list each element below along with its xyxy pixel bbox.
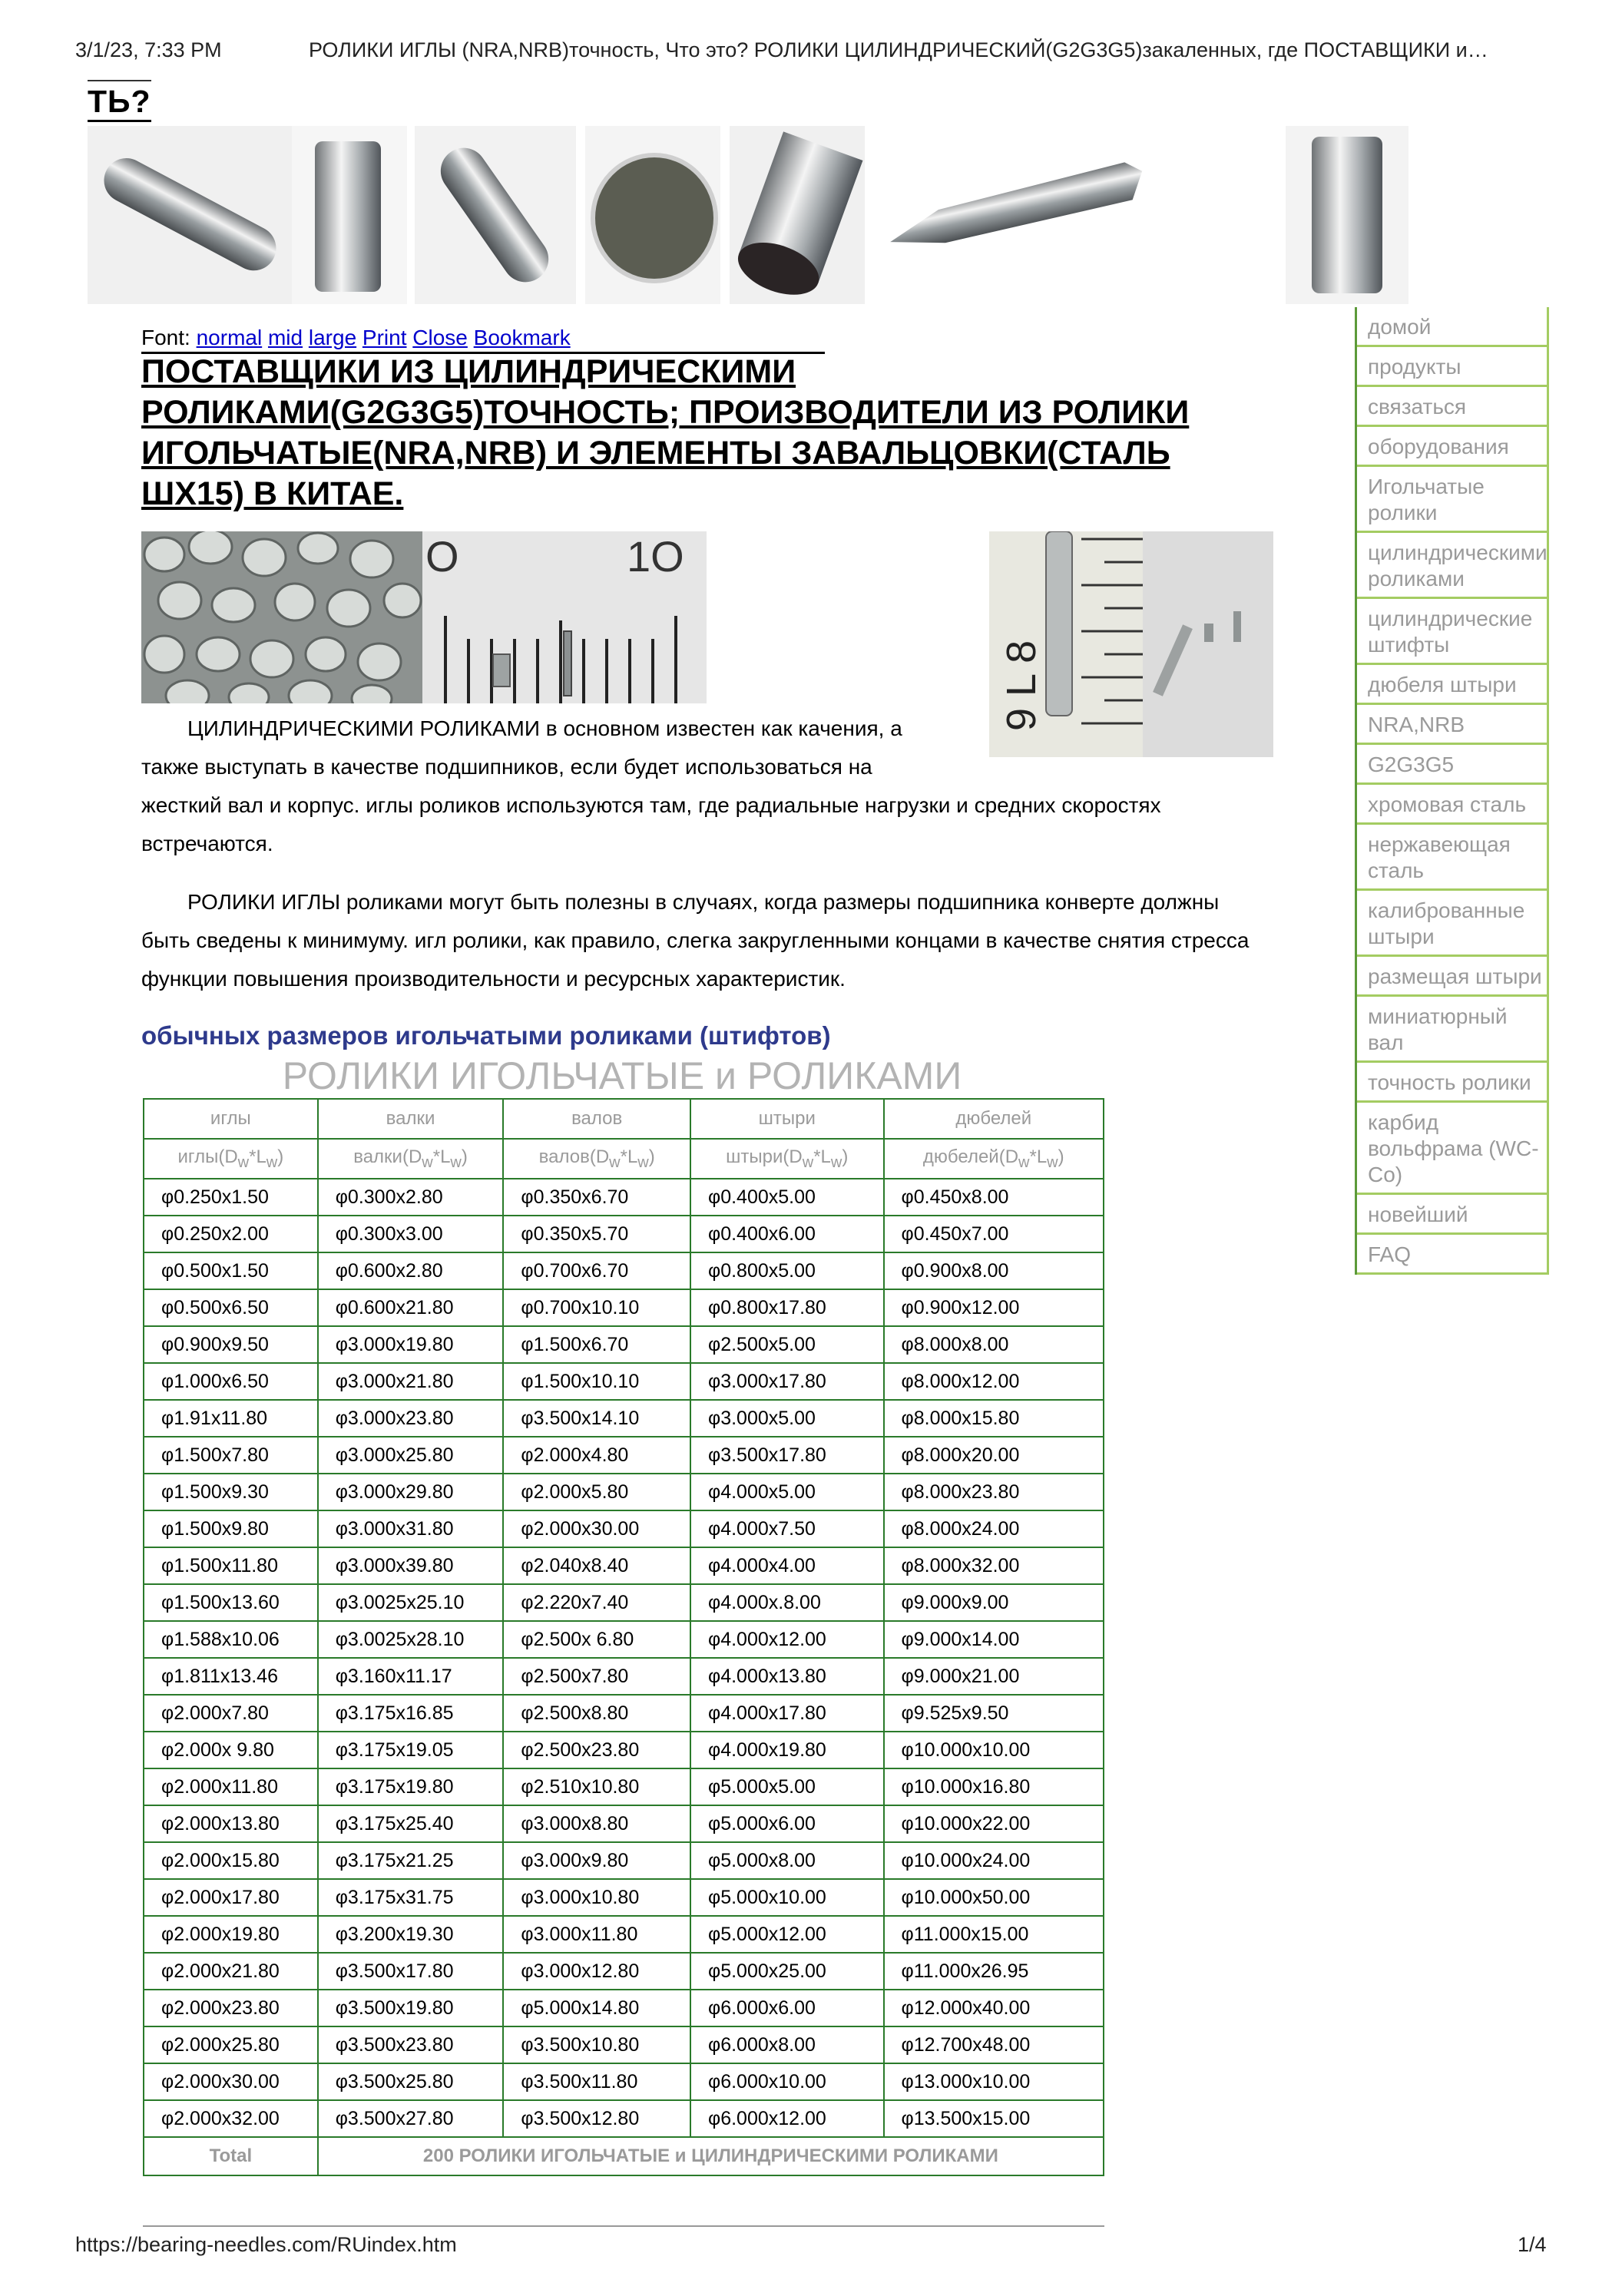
table-cell: φ2.220x7.40 bbox=[503, 1584, 690, 1621]
subheader-part: валки(D bbox=[353, 1146, 422, 1167]
table-row bbox=[144, 1842, 1104, 1879]
table-row bbox=[144, 1252, 1104, 1289]
page-title: ПОСТАВЩИКИ ИЗ ЦИЛИНДРИЧЕСКИМИ РОЛИКАМИ(G2G3G5)ТОЧНОСТЬ; ПРОИЗВОДИТЕЛИ ИЗ РОЛИКИ ИГОЛЬЧАТЫЕ(NRA,NRB) И ЭЛЕМЕНТЫ ЗАВАЛЬЦОВКИ(СТАЛЬ ШХ15) В КИТАЕ. bbox=[141, 353, 1190, 512]
table-cell: φ3.000x21.80 bbox=[318, 1363, 504, 1400]
table-cell: φ3.000x11.80 bbox=[503, 1916, 690, 1953]
table-cell: φ5.000x10.00 bbox=[690, 1879, 884, 1916]
column-header: валов bbox=[503, 1099, 690, 1139]
table-cell: φ0.250x2.00 bbox=[144, 1216, 318, 1252]
banner-image bbox=[88, 126, 1413, 304]
subheader-part: *L bbox=[620, 1146, 638, 1167]
table-cell: φ1.000x6.50 bbox=[144, 1363, 318, 1400]
subheader-part: w bbox=[422, 1153, 433, 1171]
print-footer-page: 1/4 bbox=[1518, 2233, 1547, 2256]
font-bar-label: Font: bbox=[141, 326, 190, 349]
table-cell: φ2.040x8.40 bbox=[503, 1547, 690, 1584]
intro-paragraph-2 bbox=[141, 883, 1270, 998]
table-cell: φ12.700x48.00 bbox=[884, 2026, 1104, 2063]
table-cell: φ3.000x17.80 bbox=[690, 1363, 884, 1400]
table-row bbox=[144, 1510, 1104, 1547]
table-cell: φ0.900x8.00 bbox=[884, 1252, 1104, 1289]
side-nav-item[interactable]: G2G3G5 bbox=[1357, 745, 1549, 785]
table-cell: φ5.000x6.00 bbox=[690, 1805, 884, 1842]
total-value: 200 РОЛИКИ ИГОЛЬЧАТЫЕ и ЦИЛИНДРИЧЕСКИМИ РОЛИКАМИ bbox=[318, 2137, 1104, 2175]
subheader-part: w bbox=[450, 1153, 462, 1171]
table-cell: φ1.500x9.80 bbox=[144, 1510, 318, 1547]
table-cell: φ2.000x5.80 bbox=[503, 1474, 690, 1510]
table-row bbox=[144, 1474, 1104, 1510]
table-cell: φ2.000x30.00 bbox=[144, 2063, 318, 2100]
subheader-part: w bbox=[609, 1153, 621, 1171]
side-nav-item[interactable]: оборудования bbox=[1357, 427, 1549, 467]
sizes-table bbox=[143, 1098, 1104, 2176]
table-cell: φ3.175x21.25 bbox=[318, 1842, 504, 1879]
table-cell: φ4.000x5.00 bbox=[690, 1474, 884, 1510]
subheader-part: *L bbox=[1029, 1146, 1048, 1167]
table-cell: φ2.000x13.80 bbox=[144, 1805, 318, 1842]
table-cell: φ3.000x5.00 bbox=[690, 1400, 884, 1437]
side-nav-item[interactable]: нержавеющая сталь bbox=[1357, 825, 1549, 891]
table-cell: φ0.450x7.00 bbox=[884, 1216, 1104, 1252]
subheader-part: w bbox=[802, 1153, 814, 1171]
table-cell: φ10.000x10.00 bbox=[884, 1732, 1104, 1768]
table-cell: φ0.800x5.00 bbox=[690, 1252, 884, 1289]
table-cell: φ10.000x24.00 bbox=[884, 1842, 1104, 1879]
column-subheader bbox=[503, 1139, 690, 1179]
side-nav-item[interactable]: продукты bbox=[1357, 347, 1549, 387]
side-nav-item[interactable]: хромовая сталь bbox=[1357, 785, 1549, 825]
table-cell: φ2.000x7.80 bbox=[144, 1695, 318, 1732]
table-cell: φ8.000x8.00 bbox=[884, 1326, 1104, 1363]
cylinder-roller-image bbox=[315, 141, 381, 292]
table-cell: φ13.500x15.00 bbox=[884, 2100, 1104, 2137]
table-cell: φ3.000x12.80 bbox=[503, 1953, 690, 1990]
table-cell: φ3.000x31.80 bbox=[318, 1510, 504, 1547]
table-row bbox=[144, 1805, 1104, 1842]
table-cell: φ12.000x40.00 bbox=[884, 1990, 1104, 2026]
table-row bbox=[144, 1179, 1104, 1216]
table-cell: φ0.450x8.00 bbox=[884, 1179, 1104, 1216]
subheader-part: ) bbox=[1058, 1146, 1064, 1167]
table-cell: φ2.000x17.80 bbox=[144, 1879, 318, 1916]
table-cell: φ0.300x3.00 bbox=[318, 1216, 504, 1252]
table-cell: φ1.811x13.46 bbox=[144, 1658, 318, 1695]
table-cell: φ2.500x8.80 bbox=[503, 1695, 690, 1732]
pins-tape-photo bbox=[989, 531, 1273, 757]
table-cell: φ5.000x8.00 bbox=[690, 1842, 884, 1879]
table-total-row bbox=[144, 2137, 1104, 2175]
side-nav-item[interactable]: новейший bbox=[1357, 1195, 1549, 1235]
table-cell: φ6.000x12.00 bbox=[690, 2100, 884, 2137]
sizes-subheading: обычных размеров игольчатыми роликами (штифтов) bbox=[141, 1021, 831, 1050]
table-cell: φ9.000x9.00 bbox=[884, 1584, 1104, 1621]
table-cell: φ0.700x6.70 bbox=[503, 1252, 690, 1289]
tape-digits: 9 L 8 bbox=[998, 640, 1044, 731]
intro-paragraph-1 bbox=[141, 710, 955, 786]
table-cell: φ10.000x22.00 bbox=[884, 1805, 1104, 1842]
font-large-link[interactable]: large bbox=[308, 326, 357, 349]
table-cell: φ6.000x8.00 bbox=[690, 2026, 884, 2063]
table-cell: φ2.000x23.80 bbox=[144, 1990, 318, 2026]
subheader-part: *L bbox=[249, 1146, 266, 1167]
side-nav-item[interactable]: калиброванные штыри bbox=[1357, 891, 1549, 957]
column-header: штыри bbox=[690, 1099, 884, 1139]
table-cell: φ2.500x23.80 bbox=[503, 1732, 690, 1768]
table-row bbox=[144, 2063, 1104, 2100]
table-cell: φ3.500x17.80 bbox=[690, 1437, 884, 1474]
table-cell: φ3.000x19.80 bbox=[318, 1326, 504, 1363]
side-nav-item[interactable]: цилиндрические штифты bbox=[1357, 599, 1549, 665]
subheader-part: w bbox=[830, 1153, 842, 1171]
column-subheader bbox=[318, 1139, 504, 1179]
subheader-part: валов(D bbox=[538, 1146, 610, 1167]
column-subheader bbox=[884, 1139, 1104, 1179]
bookmark-link[interactable]: Bookmark bbox=[473, 326, 571, 349]
side-nav-item[interactable]: FAQ bbox=[1357, 1235, 1549, 1275]
sizes-table-heading: РОЛИКИ ИГОЛЬЧАТЫЕ и РОЛИКАМИ bbox=[282, 1054, 962, 1097]
table-cell: φ3.500x23.80 bbox=[318, 2026, 504, 2063]
table-cell: φ2.000x32.00 bbox=[144, 2100, 318, 2137]
table-cell: φ3.500x11.80 bbox=[503, 2063, 690, 2100]
table-cell: φ8.000x23.80 bbox=[884, 1474, 1104, 1510]
table-cell: φ3.500x25.80 bbox=[318, 2063, 504, 2100]
table-cell: φ6.000x6.00 bbox=[690, 1990, 884, 2026]
side-nav-item[interactable]: NRA,NRB bbox=[1357, 705, 1549, 745]
column-header: иглы bbox=[144, 1099, 318, 1139]
subheader-part: *L bbox=[813, 1146, 831, 1167]
table-cell: φ4.000x13.80 bbox=[690, 1658, 884, 1695]
print-title: РОЛИКИ ИГЛЫ (NRA,NRB)точность, Что это? РОЛИКИ ЦИЛИНДРИЧЕСКИЙ(G2G3G5)закаленных, где ПОСТАВЩИКИ и… bbox=[309, 38, 1488, 61]
table-cell: φ0.400x5.00 bbox=[690, 1179, 884, 1216]
table-row bbox=[144, 1584, 1104, 1621]
table-cell: φ2.000x11.80 bbox=[144, 1768, 318, 1805]
table-row bbox=[144, 1768, 1104, 1805]
table-row bbox=[144, 1953, 1104, 1990]
table-cell: φ2.000x25.80 bbox=[144, 2026, 318, 2063]
table-cell: φ1.500x13.60 bbox=[144, 1584, 318, 1621]
table-cell: φ3.500x12.80 bbox=[503, 2100, 690, 2137]
table-cell: φ11.000x15.00 bbox=[884, 1916, 1104, 1953]
subheader-part: *L bbox=[432, 1146, 451, 1167]
table-cell: φ3.175x19.05 bbox=[318, 1732, 504, 1768]
table-cell: φ8.000x15.80 bbox=[884, 1400, 1104, 1437]
table-row bbox=[144, 1732, 1104, 1768]
side-nav-item[interactable]: домой bbox=[1357, 307, 1549, 347]
table-cell: φ0.700x10.10 bbox=[503, 1289, 690, 1326]
font-normal-link[interactable]: normal bbox=[196, 326, 263, 349]
table-cell: φ3.500x14.10 bbox=[503, 1400, 690, 1437]
table-cell: φ4.000x4.00 bbox=[690, 1547, 884, 1584]
table-cell: φ3.500x27.80 bbox=[318, 2100, 504, 2137]
table-underline bbox=[143, 2225, 1104, 2227]
table-cell: φ0.350x6.70 bbox=[503, 1179, 690, 1216]
table-cell: φ11.000x26.95 bbox=[884, 1953, 1104, 1990]
table-cell: φ8.000x20.00 bbox=[884, 1437, 1104, 1474]
table-cell: φ2.000x19.80 bbox=[144, 1916, 318, 1953]
print-date: 3/1/23, 7:33 PM bbox=[75, 38, 222, 61]
table-cell: φ3.500x19.80 bbox=[318, 1990, 504, 2026]
subheader-part: дюбелей(D bbox=[922, 1146, 1019, 1167]
column-header: дюбелей bbox=[884, 1099, 1104, 1139]
table-cell: φ8.000x32.00 bbox=[884, 1547, 1104, 1584]
table-cell: φ3.500x17.80 bbox=[318, 1953, 504, 1990]
table-cell: φ0.600x21.80 bbox=[318, 1289, 504, 1326]
table-cell: φ4.000x12.00 bbox=[690, 1621, 884, 1658]
table-row bbox=[144, 1695, 1104, 1732]
table-cell: φ2.000x21.80 bbox=[144, 1953, 318, 1990]
table-cell: φ3.160x11.17 bbox=[318, 1658, 504, 1695]
table-subheader-row bbox=[144, 1139, 1104, 1179]
subheader-part: w bbox=[1047, 1153, 1058, 1171]
table-cell: φ3.175x16.85 bbox=[318, 1695, 504, 1732]
ruler-label-zero: O bbox=[425, 532, 459, 581]
table-cell: φ3.000x23.80 bbox=[318, 1400, 504, 1437]
subheader-part: ) bbox=[648, 1146, 655, 1167]
table-cell: φ4.000x19.80 bbox=[690, 1732, 884, 1768]
side-nav-item[interactable]: Игольчатые ролики bbox=[1357, 467, 1549, 533]
table-row bbox=[144, 1289, 1104, 1326]
table-row bbox=[144, 2100, 1104, 2137]
table-cell: φ2.000x15.80 bbox=[144, 1842, 318, 1879]
table-cell: φ2.510x10.80 bbox=[503, 1768, 690, 1805]
table-row bbox=[144, 1216, 1104, 1252]
table-cell: φ3.0025x25.10 bbox=[318, 1584, 504, 1621]
side-nav-item[interactable]: размещая штыри bbox=[1357, 957, 1549, 997]
table-cell: φ3.000x29.80 bbox=[318, 1474, 504, 1510]
table-cell: φ0.800x17.80 bbox=[690, 1289, 884, 1326]
table-row bbox=[144, 1879, 1104, 1916]
subheader-part: иглы(D bbox=[177, 1146, 238, 1167]
table-row bbox=[144, 1621, 1104, 1658]
table-row bbox=[144, 1990, 1104, 2026]
roller-end-image bbox=[593, 155, 716, 281]
table-cell: φ3.0025x28.10 bbox=[318, 1621, 504, 1658]
table-cell: φ1.500x11.80 bbox=[144, 1547, 318, 1584]
side-nav-item[interactable]: дюбеля штыри bbox=[1357, 665, 1549, 705]
table-cell: φ2.000x4.80 bbox=[503, 1437, 690, 1474]
subheader-part: штыри(D bbox=[726, 1146, 803, 1167]
table-cell: φ1.91x11.80 bbox=[144, 1400, 318, 1437]
table-cell: φ0.500x6.50 bbox=[144, 1289, 318, 1326]
close-link[interactable]: Close bbox=[412, 326, 468, 349]
table-cell: φ0.600x2.80 bbox=[318, 1252, 504, 1289]
table-row bbox=[144, 2026, 1104, 2063]
table-cell: φ0.900x9.50 bbox=[144, 1326, 318, 1363]
subheader-part: ) bbox=[842, 1146, 849, 1167]
site-logo-text[interactable]: ТЬ? bbox=[88, 80, 151, 122]
table-row bbox=[144, 1363, 1104, 1400]
table-cell: φ9.000x14.00 bbox=[884, 1621, 1104, 1658]
font-mid-link[interactable]: mid bbox=[267, 326, 303, 349]
table-cell: φ3.000x25.80 bbox=[318, 1437, 504, 1474]
print-footer-url: https://bearing-needles.com/RUindex.htm bbox=[75, 2233, 457, 2256]
table-cell: φ1.500x6.70 bbox=[503, 1326, 690, 1363]
table-header-row bbox=[144, 1099, 1104, 1139]
table-row bbox=[144, 1658, 1104, 1695]
table-cell: φ10.000x50.00 bbox=[884, 1879, 1104, 1916]
subheader-part: w bbox=[637, 1153, 649, 1171]
short-pin-image bbox=[1312, 137, 1382, 293]
intro-paragraph-2-text: РОЛИКИ ИГЛЫ роликами могут быть полезны в случаях, когда размеры подшипника конверте должны быть сведены к минимуму. игл ролики, как правило, слегка закругленными концами в качестве снятия стресса функции повышения производительности и ресурсных характеристик. bbox=[141, 890, 1250, 991]
table-cell: φ0.400x6.00 bbox=[690, 1216, 884, 1252]
table-cell: φ5.000x5.00 bbox=[690, 1768, 884, 1805]
table-cell: φ1.588x10.06 bbox=[144, 1621, 318, 1658]
table-cell: φ3.175x25.40 bbox=[318, 1805, 504, 1842]
table-cell: φ4.000x7.50 bbox=[690, 1510, 884, 1547]
table-row bbox=[144, 1326, 1104, 1363]
table-cell: φ2.500x 6.80 bbox=[503, 1621, 690, 1658]
intro-paragraph-1-text: ЦИЛИНДРИЧЕСКИМИ РОЛИКАМИ в основном известен как качения, а также выступать в качестве подшипников, если будет использоваться на bbox=[141, 716, 902, 779]
table-cell: φ0.300x2.80 bbox=[318, 1179, 504, 1216]
table-cell: φ1.500x9.30 bbox=[144, 1474, 318, 1510]
column-header: валки bbox=[318, 1099, 504, 1139]
table-cell: φ0.900x12.00 bbox=[884, 1289, 1104, 1326]
column-subheader bbox=[144, 1139, 318, 1179]
ruler-scale-photo bbox=[422, 531, 707, 703]
table-cell: φ3.500x10.80 bbox=[503, 2026, 690, 2063]
ruler-label-ten: 1O bbox=[627, 532, 684, 581]
table-cell: φ5.000x25.00 bbox=[690, 1953, 884, 1990]
table-cell: φ4.000x.8.00 bbox=[690, 1584, 884, 1621]
table-cell: φ5.000x14.80 bbox=[503, 1990, 690, 2026]
table-cell: φ3.000x9.80 bbox=[503, 1842, 690, 1879]
table-cell: φ3.200x19.30 bbox=[318, 1916, 504, 1953]
table-cell: φ3.175x19.80 bbox=[318, 1768, 504, 1805]
side-nav bbox=[1355, 307, 1549, 1275]
table-cell: φ3.000x39.80 bbox=[318, 1547, 504, 1584]
table-row bbox=[144, 1400, 1104, 1437]
subheader-part: ) bbox=[277, 1146, 284, 1167]
table-cell: φ10.000x16.80 bbox=[884, 1768, 1104, 1805]
column-subheader bbox=[690, 1139, 884, 1179]
table-cell: φ8.000x12.00 bbox=[884, 1363, 1104, 1400]
table-cell: φ9.525x9.50 bbox=[884, 1695, 1104, 1732]
table-cell: φ2.000x 9.80 bbox=[144, 1732, 318, 1768]
side-nav-item[interactable]: карбид вольфрама (WC-Co) bbox=[1357, 1103, 1549, 1195]
table-cell: φ13.000x10.00 bbox=[884, 2063, 1104, 2100]
table-cell: φ1.500x10.10 bbox=[503, 1363, 690, 1400]
side-nav-item[interactable]: связаться bbox=[1357, 387, 1549, 427]
table-cell: φ3.175x31.75 bbox=[318, 1879, 504, 1916]
table-cell: φ0.250x1.50 bbox=[144, 1179, 318, 1216]
table-cell: φ2.500x7.80 bbox=[503, 1658, 690, 1695]
subheader-part: w bbox=[237, 1153, 250, 1171]
table-cell: φ2.500x5.00 bbox=[690, 1326, 884, 1363]
subheader-part: w bbox=[266, 1153, 278, 1171]
table-cell: φ6.000x10.00 bbox=[690, 2063, 884, 2100]
rollers-pile-photo bbox=[141, 531, 422, 703]
table-cell: φ9.000x21.00 bbox=[884, 1658, 1104, 1695]
table-cell: φ4.000x17.80 bbox=[690, 1695, 884, 1732]
print-link[interactable]: Print bbox=[362, 326, 407, 349]
table-cell: φ0.500x1.50 bbox=[144, 1252, 318, 1289]
table-cell: φ5.000x12.00 bbox=[690, 1916, 884, 1953]
side-nav-item[interactable]: цилиндрическими роликами bbox=[1357, 533, 1549, 599]
table-row bbox=[144, 1437, 1104, 1474]
font-size-bar bbox=[141, 326, 571, 350]
subheader-part: ) bbox=[461, 1146, 468, 1167]
intro-paragraph-1-cont: жесткий вал и корпус. иглы роликов используются там, где радиальные нагрузки и средних скоростях встречаются. bbox=[141, 793, 1161, 855]
table-cell: φ8.000x24.00 bbox=[884, 1510, 1104, 1547]
table-cell: φ0.350x5.70 bbox=[503, 1216, 690, 1252]
side-nav-item[interactable]: миниатюрный вал bbox=[1357, 997, 1549, 1063]
table-cell: φ3.000x8.80 bbox=[503, 1805, 690, 1842]
total-label: Total bbox=[144, 2137, 318, 2175]
side-nav-item[interactable]: точность ролики bbox=[1357, 1063, 1549, 1103]
table-cell: φ3.000x10.80 bbox=[503, 1879, 690, 1916]
table-row bbox=[144, 1547, 1104, 1584]
table-row bbox=[144, 1916, 1104, 1953]
subheader-part: w bbox=[1018, 1153, 1030, 1171]
table-cell: φ2.000x30.00 bbox=[503, 1510, 690, 1547]
table-cell: φ1.500x7.80 bbox=[144, 1437, 318, 1474]
